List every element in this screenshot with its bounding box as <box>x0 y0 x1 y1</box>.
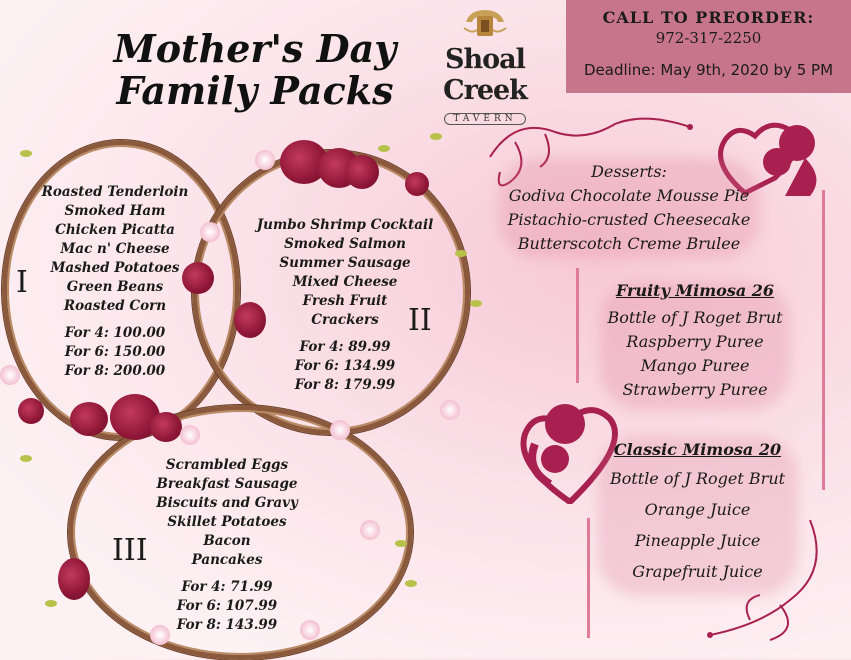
rose-decoration <box>345 155 379 189</box>
menu-item: Smoked Ham <box>64 203 166 219</box>
menu-item: Green Beans <box>66 279 164 295</box>
leaf-decoration <box>405 580 417 587</box>
title-line-2: Family Packs <box>116 68 394 113</box>
pack-2-numeral: II <box>408 303 432 338</box>
menu-item: Skillet Potatoes <box>167 514 287 530</box>
leaf-decoration <box>470 300 482 307</box>
price: For 6: 107.99 <box>176 598 278 614</box>
leaf-decoration <box>378 145 390 152</box>
classic-heading: Classic Mimosa 20 <box>613 440 782 459</box>
menu-item: Scrambled Eggs <box>165 457 289 473</box>
price: For 4: 89.99 <box>299 339 391 355</box>
price: For 6: 150.00 <box>64 344 166 360</box>
leaf-decoration <box>455 250 467 257</box>
pack-3-menu <box>152 456 302 635</box>
bloom-decoration <box>200 222 220 242</box>
bloom-decoration <box>330 420 350 440</box>
stem-decoration <box>822 190 825 490</box>
bloom-decoration <box>440 400 460 420</box>
leaf-decoration <box>20 455 32 462</box>
pack-2-menu <box>255 216 435 395</box>
pack-1-numeral: I <box>16 265 28 300</box>
price: For 8: 179.99 <box>294 377 396 393</box>
menu-item: Smoked Salmon <box>284 236 406 252</box>
desserts-heading: Desserts: <box>591 162 667 181</box>
bloom-decoration <box>180 425 200 445</box>
stem-decoration <box>587 518 590 638</box>
deadline: Deadline: May 9th, 2020 by 5 PM <box>583 61 834 79</box>
bloom-decoration <box>360 520 380 540</box>
pack-3-numeral: III <box>112 533 148 568</box>
rose-decoration <box>405 172 429 196</box>
desserts-menu <box>500 160 758 256</box>
menu-item: Jumbo Shrimp Cocktail <box>256 217 434 233</box>
menu-item: Roasted Corn <box>63 298 167 314</box>
classic-item: Orange Juice <box>644 500 751 519</box>
rose-decoration <box>18 398 44 424</box>
leaf-decoration <box>45 600 57 607</box>
logo <box>405 8 565 124</box>
menu-item: Breakfast Sausage <box>156 476 298 492</box>
menu-item: Bacon <box>203 533 251 549</box>
price: For 4: 100.00 <box>64 325 166 341</box>
price: For 8: 143.99 <box>176 617 278 633</box>
title-line-1: Mother's Day <box>113 26 397 71</box>
fruity-item: Strawberry Puree <box>622 380 768 399</box>
fruity-menu <box>595 281 795 402</box>
menu-item: Mashed Potatoes <box>50 260 180 276</box>
leaf-decoration <box>20 150 32 157</box>
bloom-decoration <box>300 620 320 640</box>
pack-1-menu <box>35 183 195 381</box>
price: For 8: 200.00 <box>64 363 166 379</box>
menu-item: Mac n' Cheese <box>60 241 170 257</box>
classic-menu <box>595 440 800 587</box>
logo-sub: TAVERN <box>444 113 525 125</box>
price: For 4: 71.99 <box>181 579 273 595</box>
rose-decoration <box>70 402 108 436</box>
menu-item: Mixed Cheese <box>292 274 398 290</box>
menu-item: Summer Sausage <box>279 255 411 271</box>
fruity-item: Mango Puree <box>640 356 750 375</box>
menu-item: Fresh Fruit <box>302 293 388 309</box>
classic-item: Pineapple Juice <box>634 531 761 550</box>
call-box <box>566 0 851 93</box>
leaf-decoration <box>430 133 442 140</box>
bloom-decoration <box>0 365 20 385</box>
call-label: CALL TO PREORDER: <box>602 8 815 27</box>
bloom-decoration <box>255 150 275 170</box>
menu-item: Pancakes <box>191 552 263 568</box>
menu-item: Crackers <box>311 312 379 328</box>
classic-item: Grapefruit Juice <box>632 562 763 581</box>
menu-item: Roasted Tenderloin <box>41 184 189 200</box>
dessert-item: Pistachio-crusted Cheesecake <box>507 210 751 229</box>
fruity-item: Raspberry Puree <box>626 332 764 351</box>
price: For 6: 134.99 <box>294 358 396 374</box>
fruity-heading: Fruity Mimosa 26 <box>615 281 775 300</box>
dessert-item: Godiva Chocolate Mousse Pie <box>508 186 750 205</box>
crest-icon <box>462 8 508 42</box>
rose-decoration <box>58 558 90 600</box>
classic-item: Bottle of J Roget Brut <box>609 469 786 488</box>
stem-decoration <box>576 268 579 383</box>
fruity-item: Bottle of J Roget Brut <box>607 308 783 327</box>
rose-decoration <box>150 412 182 442</box>
leaf-decoration <box>395 540 407 547</box>
logo-name: Shoal Creek <box>443 44 527 106</box>
menu-item: Biscuits and Gravy <box>156 495 298 511</box>
menu-item: Chicken Picatta <box>55 222 175 238</box>
dessert-item: Butterscotch Creme Brulee <box>517 234 741 253</box>
page-title <box>110 28 400 112</box>
phone-number: 972-317-2250 <box>655 29 762 47</box>
